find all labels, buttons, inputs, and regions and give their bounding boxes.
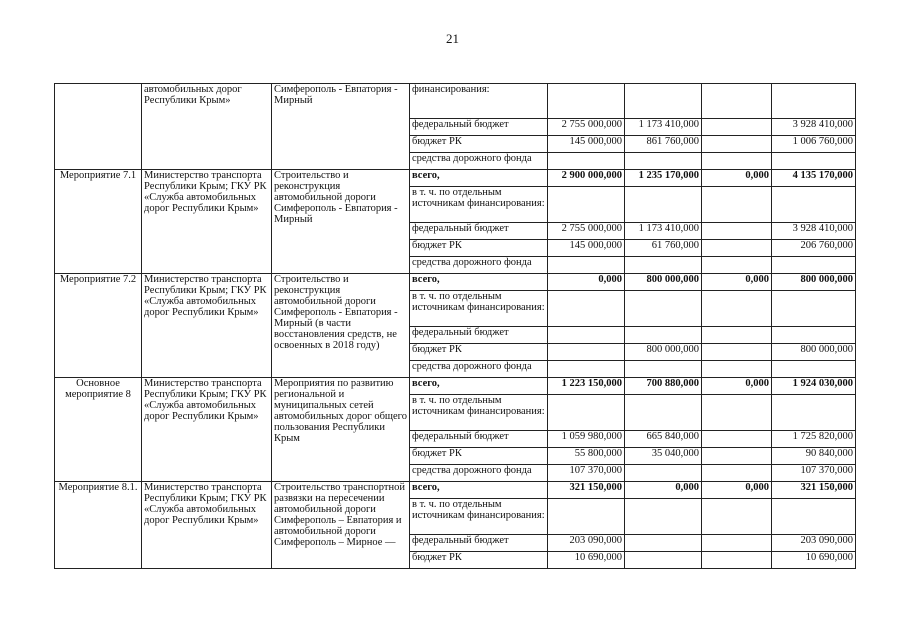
value-cell <box>772 361 856 378</box>
value-cell <box>625 395 702 431</box>
executor-cell: Министерство транспорта Республики Крым; ГКУ РК «Служба автомобильных дорог Республики Крым» <box>142 274 272 378</box>
value-cell <box>625 257 702 274</box>
value-cell: 107 370,000 <box>772 465 856 482</box>
source-cell: всего, <box>410 482 548 499</box>
executor-cell: Министерство транспорта Республики Крым; ГКУ РК «Служба автомобильных дорог Республики Крым» <box>142 170 272 274</box>
table-row <box>55 170 856 187</box>
source-cell: бюджет РК <box>410 136 548 153</box>
value-cell <box>548 395 625 431</box>
value-cell: 203 090,000 <box>548 535 625 552</box>
value-cell <box>625 187 702 223</box>
value-cell <box>548 344 625 361</box>
source-cell: федеральный бюджет <box>410 431 548 448</box>
value-cell <box>702 448 772 465</box>
value-cell <box>548 257 625 274</box>
source-cell: бюджет РК <box>410 448 548 465</box>
value-cell <box>702 153 772 170</box>
value-cell: 2 900 000,000 <box>548 170 625 187</box>
value-cell <box>548 499 625 535</box>
value-cell: 35 040,000 <box>625 448 702 465</box>
name-cell: Строительство транспортной развязки на пересечении автомобильной дороги Симферополь – Евпатория и автомобильной дороги Симферополь – Мирное — <box>272 482 410 569</box>
value-cell: 1 173 410,000 <box>625 119 702 136</box>
value-cell: 800 000,000 <box>772 274 856 291</box>
value-cell <box>702 361 772 378</box>
event-cell: Основное мероприятие 8 <box>55 378 142 482</box>
value-cell: 10 690,000 <box>548 552 625 569</box>
value-cell: 145 000,000 <box>548 136 625 153</box>
value-cell: 1 006 760,000 <box>772 136 856 153</box>
source-cell: в т. ч. по отдельным источникам финансирования: <box>410 395 548 431</box>
source-cell: средства дорожного фонда <box>410 153 548 170</box>
page-number: 21 <box>446 31 459 46</box>
value-cell: 206 760,000 <box>772 240 856 257</box>
source-cell: в т. ч. по отдельным источникам финансирования: <box>410 187 548 223</box>
value-cell: 1 235 170,000 <box>625 170 702 187</box>
value-cell: 321 150,000 <box>772 482 856 499</box>
name-cell: Симферополь - Евпатория - Мирный <box>272 84 410 170</box>
name-cell: Мероприятия по развитию региональной и муниципальных сетей автомобильных дорог общего пользования Республики Крым <box>272 378 410 482</box>
value-cell: 10 690,000 <box>772 552 856 569</box>
source-cell: федеральный бюджет <box>410 327 548 344</box>
value-cell: 800 000,000 <box>772 344 856 361</box>
value-cell: 107 370,000 <box>548 465 625 482</box>
source-cell: средства дорожного фонда <box>410 257 548 274</box>
value-cell <box>702 344 772 361</box>
value-cell: 55 800,000 <box>548 448 625 465</box>
source-cell: федеральный бюджет <box>410 535 548 552</box>
value-cell <box>625 291 702 327</box>
value-cell <box>702 327 772 344</box>
value-cell <box>772 257 856 274</box>
source-cell: бюджет РК <box>410 240 548 257</box>
value-cell: 321 150,000 <box>548 482 625 499</box>
value-cell: 3 928 410,000 <box>772 223 856 240</box>
source-cell: средства дорожного фонда <box>410 465 548 482</box>
value-cell: 1 059 980,000 <box>548 431 625 448</box>
value-cell <box>625 361 702 378</box>
value-cell <box>702 431 772 448</box>
name-cell: Строительство и реконструкция автомобильной дороги Симферополь - Евпатория - Мирный (в части восстановления средств, не освоенных в 2018 году) <box>272 274 410 378</box>
value-cell <box>548 327 625 344</box>
value-cell <box>548 187 625 223</box>
value-cell: 1 223 150,000 <box>548 378 625 395</box>
source-cell: бюджет РК <box>410 552 548 569</box>
event-cell: Мероприятие 7.2 <box>55 274 142 378</box>
value-cell <box>548 153 625 170</box>
source-cell: федеральный бюджет <box>410 119 548 136</box>
value-cell <box>702 291 772 327</box>
value-cell <box>625 84 702 119</box>
value-cell <box>625 552 702 569</box>
value-cell: 0,000 <box>702 170 772 187</box>
source-cell: в т. ч. по отдельным источникам финансирования: <box>410 291 548 327</box>
table-row <box>55 84 856 119</box>
value-cell: 0,000 <box>702 378 772 395</box>
event-cell <box>55 84 142 170</box>
source-cell: средства дорожного фонда <box>410 361 548 378</box>
value-cell <box>625 327 702 344</box>
value-cell <box>772 153 856 170</box>
value-cell <box>702 465 772 482</box>
value-cell: 3 928 410,000 <box>772 119 856 136</box>
source-cell: всего, <box>410 378 548 395</box>
executor-cell: автомобильных дорог Республики Крым» <box>142 84 272 170</box>
value-cell <box>772 84 856 119</box>
source-cell: финансирования: <box>410 84 548 119</box>
value-cell <box>702 552 772 569</box>
value-cell: 1 725 820,000 <box>772 431 856 448</box>
value-cell <box>702 395 772 431</box>
value-cell <box>702 240 772 257</box>
source-cell: всего, <box>410 170 548 187</box>
value-cell: 700 880,000 <box>625 378 702 395</box>
value-cell <box>702 257 772 274</box>
value-cell <box>772 187 856 223</box>
value-cell <box>625 465 702 482</box>
value-cell <box>702 136 772 153</box>
value-cell: 61 760,000 <box>625 240 702 257</box>
value-cell: 90 840,000 <box>772 448 856 465</box>
value-cell: 800 000,000 <box>625 274 702 291</box>
executor-cell: Министерство транспорта Республики Крым; ГКУ РК «Служба автомобильных дорог Республики Крым» <box>142 482 272 569</box>
value-cell: 800 000,000 <box>625 344 702 361</box>
executor-cell: Министерство транспорта Республики Крым; ГКУ РК «Служба автомобильных дорог Республики Крым» <box>142 378 272 482</box>
event-cell: Мероприятие 8.1. <box>55 482 142 569</box>
value-cell: 203 090,000 <box>772 535 856 552</box>
value-cell: 665 840,000 <box>625 431 702 448</box>
value-cell: 0,000 <box>548 274 625 291</box>
value-cell <box>702 499 772 535</box>
value-cell <box>772 327 856 344</box>
value-cell: 1 924 030,000 <box>772 378 856 395</box>
value-cell <box>772 499 856 535</box>
source-cell: бюджет РК <box>410 344 548 361</box>
value-cell: 4 135 170,000 <box>772 170 856 187</box>
value-cell <box>625 499 702 535</box>
value-cell: 0,000 <box>702 482 772 499</box>
value-cell: 2 755 000,000 <box>548 223 625 240</box>
value-cell <box>625 153 702 170</box>
table-row <box>55 274 856 291</box>
table-row <box>55 482 856 499</box>
value-cell: 0,000 <box>625 482 702 499</box>
value-cell <box>625 535 702 552</box>
value-cell <box>548 361 625 378</box>
source-cell: федеральный бюджет <box>410 223 548 240</box>
value-cell <box>702 119 772 136</box>
value-cell: 0,000 <box>702 274 772 291</box>
value-cell <box>702 84 772 119</box>
source-cell: всего, <box>410 274 548 291</box>
value-cell: 1 173 410,000 <box>625 223 702 240</box>
source-cell: в т. ч. по отдельным источникам финансирования: <box>410 499 548 535</box>
value-cell <box>702 187 772 223</box>
name-cell: Строительство и реконструкция автомобильной дороги Симферополь - Евпатория - Мирный <box>272 170 410 274</box>
value-cell: 861 760,000 <box>625 136 702 153</box>
value-cell <box>772 291 856 327</box>
table-row <box>55 378 856 395</box>
event-cell: Мероприятие 7.1 <box>55 170 142 274</box>
budget-table <box>54 83 856 569</box>
value-cell <box>548 291 625 327</box>
value-cell <box>772 395 856 431</box>
value-cell: 2 755 000,000 <box>548 119 625 136</box>
value-cell <box>702 223 772 240</box>
value-cell <box>548 84 625 119</box>
value-cell: 145 000,000 <box>548 240 625 257</box>
value-cell <box>702 535 772 552</box>
